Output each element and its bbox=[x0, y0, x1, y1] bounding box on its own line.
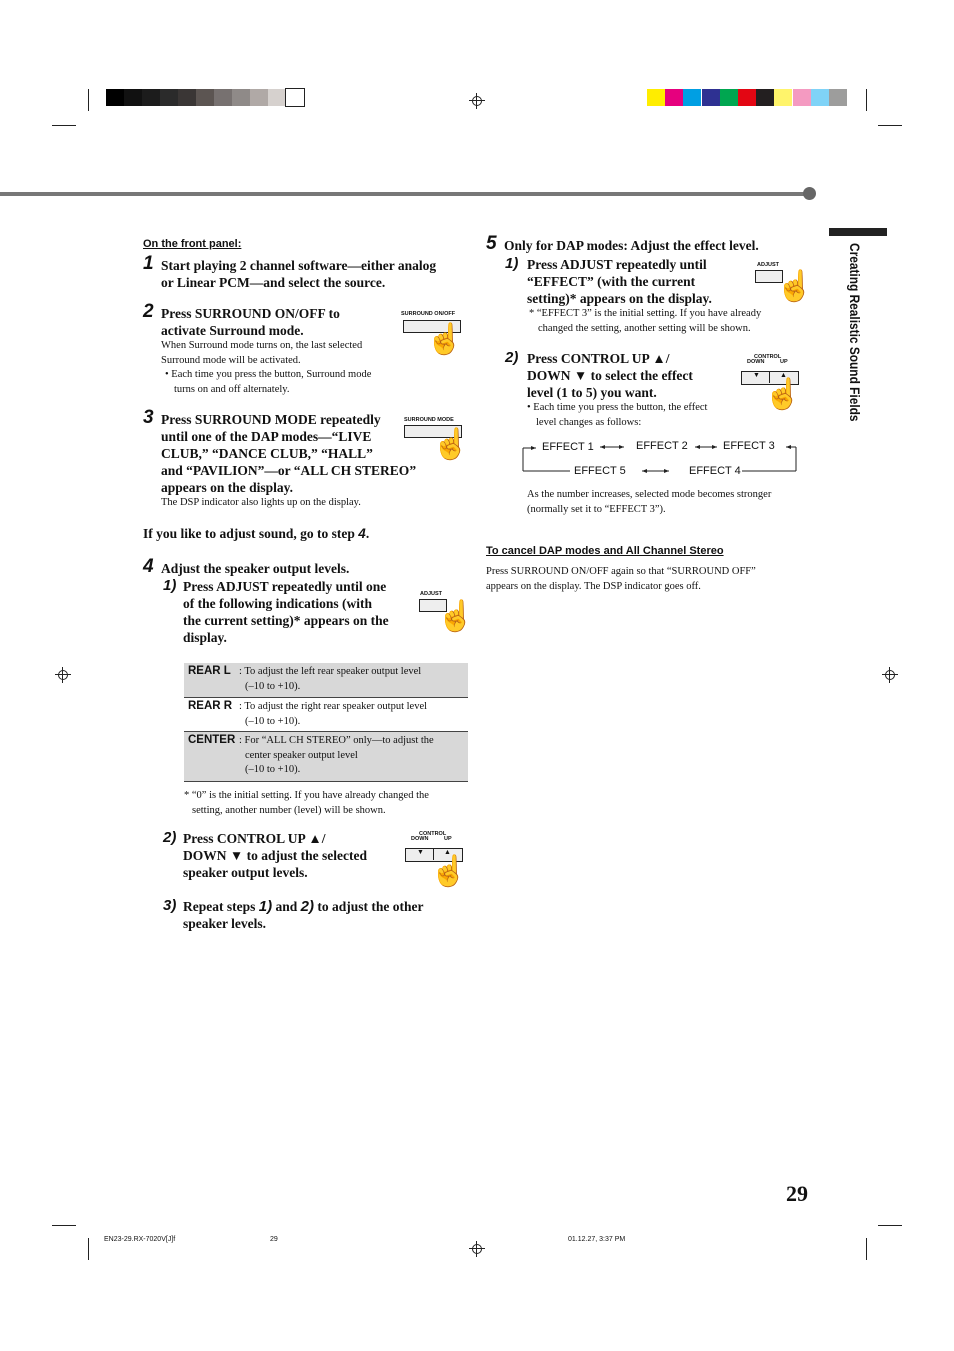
crop-mark bbox=[878, 1225, 902, 1226]
crop-mark bbox=[866, 1238, 867, 1260]
gray-swatch bbox=[124, 89, 142, 106]
color-swatch bbox=[793, 89, 811, 106]
step-5-1-number: 1) bbox=[505, 255, 519, 272]
step-5-text: Only for DAP modes: Adjust the effect level. bbox=[504, 238, 759, 253]
surround-onoff-button-illustration: SURROUND ON/OFF ☝ bbox=[401, 311, 464, 356]
registration-target-icon bbox=[882, 667, 898, 683]
pointing-hand-icon: ☝ bbox=[430, 855, 468, 888]
step-5-1-text: Press ADJUST repeatedly until “EFFECT” (with the current setting)* appears on the display. bbox=[527, 257, 712, 306]
level-footnote: * “0” is the initial setting. If you have already changed the setting, another number (level) will be shown. bbox=[184, 790, 429, 816]
surround-mode-button-illustration: SURROUND MODE ☝ bbox=[404, 417, 470, 461]
crop-mark bbox=[52, 1225, 76, 1226]
effect-cycle-diagram bbox=[522, 438, 802, 478]
color-swatch bbox=[756, 89, 774, 106]
down-triangle-icon: ▼ bbox=[753, 372, 760, 379]
sidebar-title-wrap bbox=[845, 243, 865, 423]
step-3-note: The DSP indicator also lights up on the display. bbox=[161, 497, 361, 508]
control-button-illustration: CONTROL DOWN UP ▼ ▲ ☝ bbox=[740, 354, 802, 410]
crop-mark bbox=[52, 125, 76, 126]
registration-target-icon bbox=[469, 93, 485, 109]
step-4-1-number: 1) bbox=[163, 577, 177, 594]
effect-5-label: EFFECT 5 bbox=[574, 465, 626, 477]
down-triangle-icon: ▼ bbox=[417, 849, 424, 856]
step-5-2-number: 2) bbox=[505, 349, 519, 366]
step-2-bullet: • Each time you press the button, Surround mode turns on and off alternately. bbox=[165, 369, 372, 395]
step-5-number: 5 bbox=[486, 233, 497, 254]
registration-target-icon bbox=[55, 667, 71, 683]
step-1-text: Start playing 2 channel software—either analog or Linear PCM—and select the source. bbox=[161, 258, 437, 290]
effect-after-note: As the number increases, selected mode becomes stronger (normally set it to “EFFECT 3”). bbox=[527, 489, 772, 515]
pointing-hand-icon: ☝ bbox=[432, 428, 470, 461]
adjust-button-illustration: ADJUST ☝ bbox=[420, 591, 475, 633]
step-4-3-number: 3) bbox=[163, 897, 177, 914]
effect-4-label: EFFECT 4 bbox=[689, 465, 741, 477]
effect-1-label: EFFECT 1 bbox=[542, 441, 594, 453]
step-3-text: Press SURROUND MODE repeatedly until one of the DAP modes—“LIVE CLUB,” “DANCE CLUB,” “HALL” and “PAVILION”—or “ALL CH STEREO” appears on the display. bbox=[161, 412, 417, 495]
color-swatch bbox=[647, 89, 665, 106]
front-panel-label: On the front panel: bbox=[143, 238, 242, 250]
pointing-hand-icon: ☝ bbox=[764, 378, 802, 411]
step-4-text: Adjust the speaker output levels. bbox=[161, 561, 350, 576]
color-swatch bbox=[811, 89, 829, 106]
gray-swatch bbox=[160, 89, 178, 106]
color-swatch bbox=[720, 89, 738, 106]
step-4-2-number: 2) bbox=[163, 829, 177, 846]
sidebar-tab bbox=[829, 228, 887, 236]
cancel-heading: To cancel DAP modes and All Channel Stereo bbox=[486, 545, 724, 557]
adjust-button-illustration: ADJUST ☝ bbox=[757, 262, 814, 303]
effect-3-label: EFFECT 3 bbox=[723, 440, 775, 452]
crop-mark bbox=[88, 89, 89, 111]
step-4-2-text: Press CONTROL UP ▲/ DOWN ▼ to adjust the selected speaker output levels. bbox=[183, 831, 367, 880]
color-swatch bbox=[665, 89, 683, 106]
gray-swatch bbox=[214, 89, 232, 106]
step-3-number: 3 bbox=[143, 407, 154, 428]
color-swatch bbox=[829, 89, 847, 106]
footer-page: 29 bbox=[270, 1236, 278, 1243]
color-swatch bbox=[683, 89, 701, 106]
pointing-hand-icon: ☝ bbox=[426, 323, 464, 356]
header-rule-dot bbox=[803, 187, 816, 200]
gray-swatch bbox=[196, 89, 214, 106]
effect-cycle-arrows bbox=[522, 438, 802, 478]
footer-timestamp: 01.12.27, 3:37 PM bbox=[568, 1236, 626, 1243]
effect-2-label: EFFECT 2 bbox=[636, 440, 688, 452]
color-swatch bbox=[738, 89, 756, 106]
step-5-1-note: * “EFFECT 3” is the initial setting. If you have already changed the setting, another setting will be shown. bbox=[529, 308, 762, 334]
step-5-2-bullet: • Each time you press the button, the effect level changes as follows: bbox=[527, 402, 708, 428]
registration-target-icon bbox=[469, 1241, 485, 1257]
crop-mark bbox=[878, 125, 902, 126]
footer-file-name: EN23-29.RX-7020V[J]f bbox=[104, 1236, 176, 1243]
page-number: 29 bbox=[786, 1181, 808, 1206]
crop-mark bbox=[88, 1238, 89, 1260]
gray-swatch bbox=[106, 89, 124, 106]
step-5-2-text: Press CONTROL UP ▲/ DOWN ▼ to select the effect level (1 to 5) you want. bbox=[527, 351, 693, 400]
pointing-hand-icon: ☝ bbox=[437, 600, 475, 633]
adjust-sound-hint: If you like to adjust sound, go to step 4. bbox=[143, 526, 370, 541]
pointing-hand-icon: ☝ bbox=[776, 270, 814, 303]
step-2-number: 2 bbox=[143, 301, 154, 322]
step-4-3-text: Repeat steps 1) and 2) to adjust the other speaker levels. bbox=[183, 898, 424, 931]
level-row-rear-l: REAR L : To adjust the left rear speaker output level (–10 to +10). bbox=[184, 663, 468, 697]
crop-mark bbox=[866, 89, 867, 111]
up-triangle-icon: ▲ bbox=[780, 372, 787, 379]
step-4-number: 4 bbox=[143, 556, 154, 577]
step-1-number: 1 bbox=[143, 253, 154, 274]
color-swatch bbox=[702, 89, 720, 106]
gray-swatch bbox=[232, 89, 250, 106]
level-row-center: CENTER : For “ALL CH STEREO” only—to adjust the center speaker output level (–10 to +10). bbox=[184, 732, 468, 781]
step-2-text: Press SURROUND ON/OFF to activate Surround mode. bbox=[161, 306, 340, 338]
sidebar-title: Creating Realistic Sound Fields bbox=[847, 243, 863, 422]
gray-swatch bbox=[268, 89, 286, 106]
step-4-1-text: Press ADJUST repeatedly until one of the following indications (with the current setting)* appears on the display. bbox=[183, 579, 389, 645]
header-rule bbox=[0, 192, 808, 196]
gray-swatch bbox=[286, 89, 304, 106]
gray-swatch bbox=[250, 89, 268, 106]
up-triangle-icon: ▲ bbox=[444, 849, 451, 856]
cancel-text: Press SURROUND ON/OFF again so that “SURROUND OFF” appears on the display. The DSP indicator goes off. bbox=[486, 566, 756, 592]
step-2-note: When Surround mode turns on, the last selected Surround mode will be activated. bbox=[161, 340, 363, 366]
gray-swatch bbox=[142, 89, 160, 106]
level-row-rear-r: REAR R : To adjust the right rear speaker output level (–10 to +10). bbox=[184, 698, 468, 731]
color-swatch bbox=[774, 89, 792, 106]
gray-swatch bbox=[178, 89, 196, 106]
control-button-illustration: CONTROL DOWN UP ▼ ▲ ☝ bbox=[404, 831, 466, 887]
